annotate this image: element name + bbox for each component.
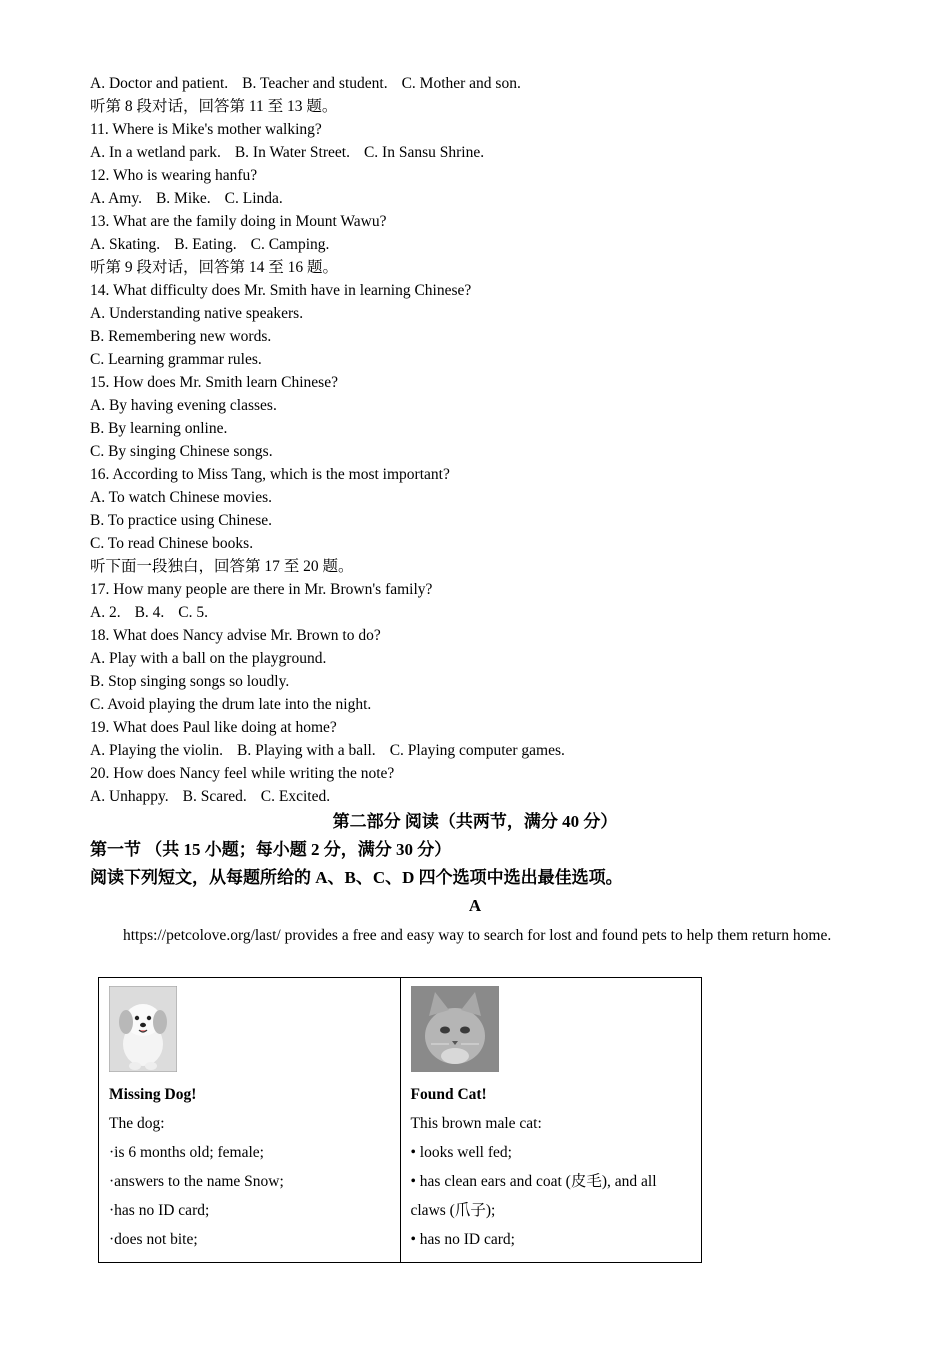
q15-question: 15. How does Mr. Smith learn Chinese? [90, 374, 338, 391]
dog-detail-name: ·answers to the name Snow; [109, 1173, 284, 1190]
q20-options: A. Unhappy. B. Scared. C. Excited. [90, 788, 331, 805]
q11-question: 11. Where is Mike's mother walking? [90, 121, 322, 138]
q12-question: 12. Who is wearing hanfu? [90, 167, 258, 184]
q14-question: 14. What difficulty does Mr. Smith have in learning Chinese? [90, 282, 472, 299]
cat-photo [411, 986, 499, 1072]
dialog9-instruction: 听第 9 段对话，回答第 14 至 16 题。 [90, 259, 339, 276]
found-cat-title: Found Cat! [410, 1086, 487, 1103]
q19-options: A. Playing the violin. B. Playing with a ball. C. Playing computer games. [90, 742, 565, 759]
q18-option-c: C. Avoid playing the drum late into the night. [90, 696, 372, 713]
cat-detail-coat: • has clean ears and coat (皮毛), and all [410, 1173, 657, 1190]
q12-options: A. Amy. B. Mike. C. Linda. [90, 190, 283, 207]
missing-dog-title: Missing Dog! [109, 1086, 197, 1103]
q14-option-c: C. Learning grammar rules. [90, 351, 262, 368]
q11-options: A. In a wetland park. B. In Water Street. C. In Sansu Shrine. [90, 144, 485, 161]
dog-photo [109, 986, 177, 1072]
cat-detail-claws: claws (爪子); [410, 1202, 496, 1219]
q17-question: 17. How many people are there in Mr. Brown's family? [90, 581, 433, 598]
passage-label: A [468, 896, 482, 915]
cat-lead: This brown male cat: [410, 1115, 542, 1132]
reading-section-title: 第一节 （共 15 小题；每小题 2 分，满分 30 分） [90, 840, 452, 859]
cat-detail-fed: • looks well fed; [410, 1144, 512, 1161]
dialog8-instruction: 听第 8 段对话，回答第 11 至 13 题。 [90, 98, 338, 115]
q13-options: A. Skating. B. Eating. C. Camping. [90, 236, 330, 253]
dog-detail-id: ·has no ID card; [109, 1202, 210, 1219]
passage-intro: https://petcolove.org/last/ provides a free and easy way to search for lost and found pets to help them return home. [123, 927, 832, 944]
q15-option-a: A. By having evening classes. [90, 397, 277, 414]
q15-option-b: B. By learning online. [90, 420, 228, 437]
found-cat-card [400, 978, 702, 1263]
cat-detail-id: • has no ID card; [410, 1231, 515, 1248]
q16-question: 16. According to Miss Tang, which is the most important? [90, 466, 450, 483]
q15-option-c: C. By singing Chinese songs. [90, 443, 273, 460]
q19-question: 19. What does Paul like doing at home? [90, 719, 337, 736]
q18-question: 18. What does Nancy advise Mr. Brown to do? [90, 627, 381, 644]
q16-option-b: B. To practice using Chinese. [90, 512, 273, 529]
dog-lead: The dog: [109, 1115, 165, 1132]
q17-options: A. 2. B. 4. C. 5. [90, 604, 209, 621]
exam-page [90, 72, 860, 950]
q16-option-a: A. To watch Chinese movies. [90, 489, 273, 506]
q10-options: A. Doctor and patient. B. Teacher and student. C. Mother and son. [90, 75, 521, 92]
pets-table [98, 977, 702, 1263]
q13-question: 13. What are the family doing in Mount Wawu? [90, 213, 387, 230]
q20-question: 20. How does Nancy feel while writing the note? [90, 765, 395, 782]
monologue-instruction: 听下面一段独白，回答第 17 至 20 题。 [90, 558, 354, 575]
q14-option-a: A. Understanding native speakers. [90, 305, 304, 322]
q16-option-c: C. To read Chinese books. [90, 535, 254, 552]
reading-part-title: 第二部分 阅读（共两节，满分 40 分） [332, 812, 618, 831]
dog-detail-age: ·is 6 months old; female; [109, 1144, 264, 1161]
q14-option-b: B. Remembering new words. [90, 328, 272, 345]
reading-instruction: 阅读下列短文，从每题所给的 A、B、C、D 四个选项中选出最佳选项。 [90, 868, 623, 887]
q18-option-b: B. Stop singing songs so loudly. [90, 673, 290, 690]
q18-option-a: A. Play with a ball on the playground. [90, 650, 327, 667]
missing-dog-card [99, 978, 401, 1263]
dog-detail-bite: ·does not bite; [109, 1231, 198, 1248]
